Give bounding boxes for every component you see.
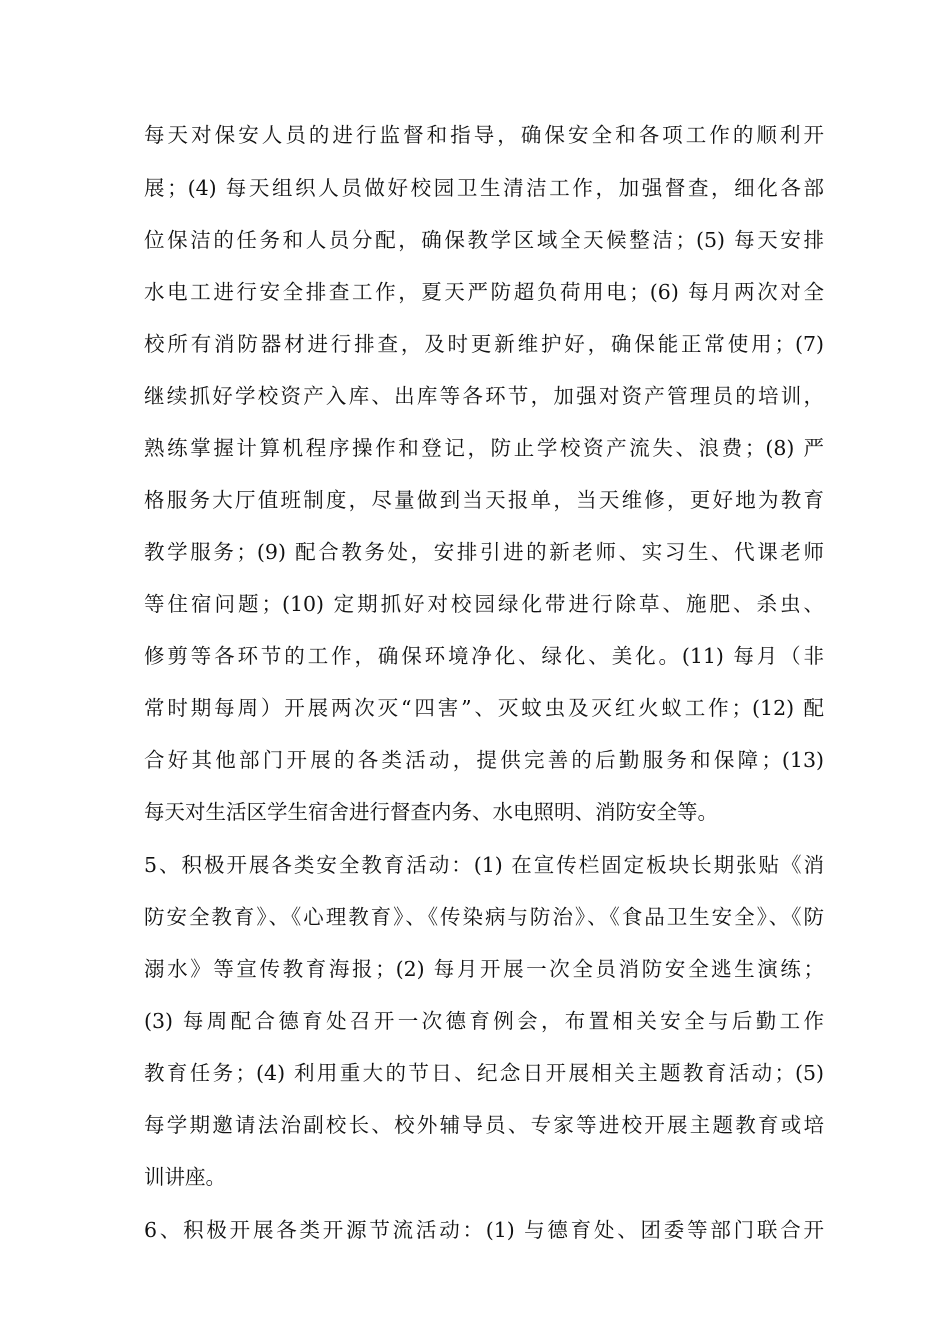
paragraph-line: 教学服务；(9) 配合教务处，安排引进的新老师、实习生、代课老师 [144,540,824,564]
paragraph-line: 位保洁的任务和人员分配，确保教学区域全天候整洁；(5) 每天安排 [144,228,824,252]
paragraph-line: 格服务大厅值班制度，尽量做到当天报单，当天维修，更好地为教育 [144,488,824,512]
paragraph-line: 每天对保安人员的进行监督和指导，确保安全和各项工作的顺利开 [144,123,824,147]
paragraph-line: 5、积极开展各类安全教育活动：(1) 在宣传栏固定板块长期张贴《消 [144,853,824,877]
paragraph-line: 合好其他部门开展的各类活动，提供完善的后勤服务和保障；(13) [144,748,824,772]
paragraph-line: 等住宿问题；(10) 定期抓好对校园绿化带进行除草、施肥、杀虫、 [144,592,824,616]
paragraph-line: 继续抓好学校资产入库、出库等各环节，加强对资产管理员的培训， [144,384,824,408]
paragraph-line: 展；(4) 每天组织人员做好校园卫生清洁工作，加强督查，细化各部 [144,176,824,200]
paragraph-line: 常时期每周）开展两次灭“四害”、灭蚊虫及灭红火蚁工作；(12) 配 [144,696,824,720]
paragraph-line: 防安全教育》、《心理教育》、《传染病与防治》、《食品卫生安全》、《防 [144,905,824,929]
paragraph-line: 6、积极开展各类开源节流活动：(1) 与德育处、团委等部门联合开 [144,1218,824,1242]
paragraph-line: (3) 每周配合德育处召开一次德育例会，布置相关安全与后勤工作 [144,1009,824,1033]
paragraph-line: 每学期邀请法治副校长、校外辅导员、专家等进校开展主题教育或培 [144,1113,824,1137]
paragraph-line: 教育任务；(4) 利用重大的节日、纪念日开展相关主题教育活动；(5) [144,1061,824,1085]
paragraph-line: 溺水》等宣传教育海报；(2) 每月开展一次全员消防安全逃生演练； [144,957,824,981]
paragraph-line: 每天对生活区学生宿舍进行督查内务、水电照明、消防安全等。 [144,800,718,824]
paragraph-line: 熟练掌握计算机程序操作和登记，防止学校资产流失、浪费；(8) 严 [144,436,824,460]
paragraph-line: 水电工进行安全排查工作，夏天严防超负荷用电；(6) 每月两次对全 [144,280,824,304]
paragraph-line: 训讲座。 [144,1165,226,1189]
paragraph-line: 修剪等各环节的工作，确保环境净化、绿化、美化。(11) 每月（非 [144,644,824,668]
paragraph-line: 校所有消防器材进行排查，及时更新维护好，确保能正常使用；(7) [144,332,824,356]
